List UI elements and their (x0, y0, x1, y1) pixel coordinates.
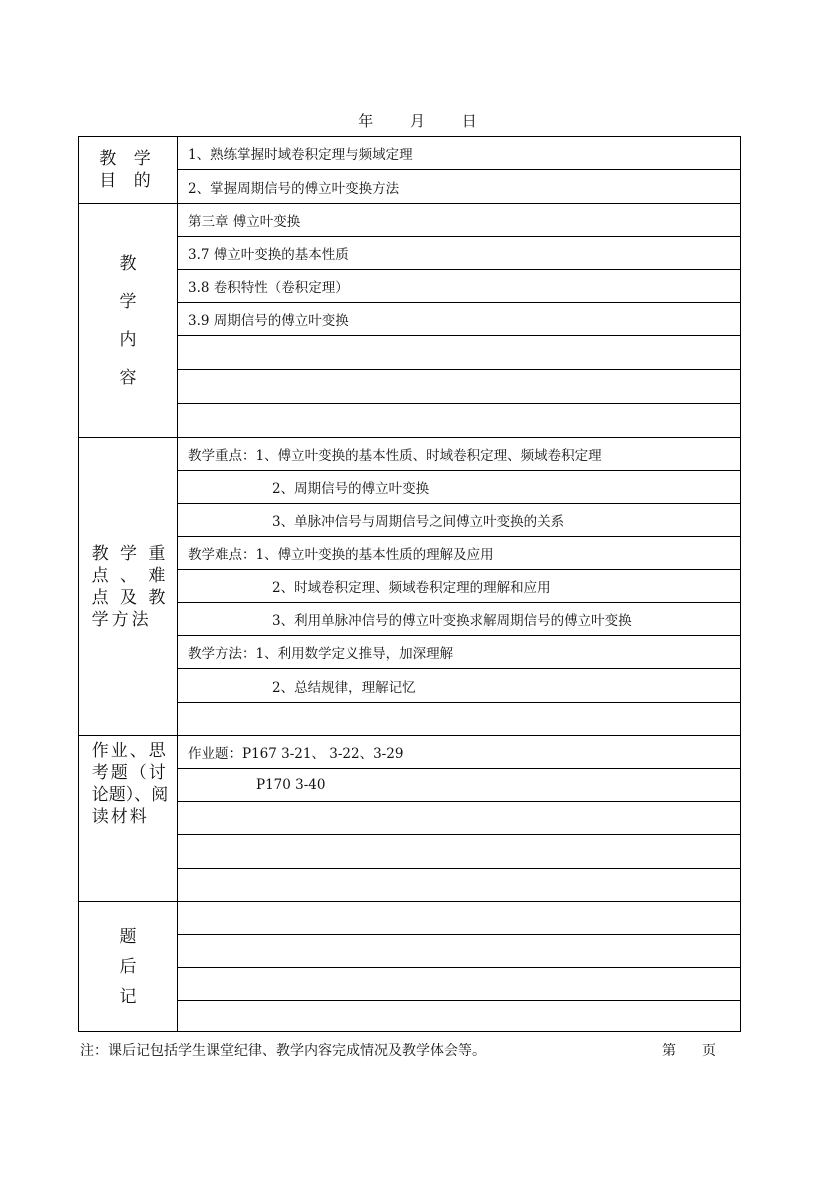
postscript-section (79, 901, 740, 1031)
page-prefix: 第 (662, 1043, 676, 1059)
objectives-section (79, 137, 740, 203)
homework-section (79, 735, 740, 901)
footer-note: 注：课后记包括学生课堂纪律、教学内容完成情况及教学体会等。 (80, 1043, 486, 1059)
homework-label-line: 作业、思 (91, 741, 168, 761)
methods-row: 2、时域卷积定理、频域卷积定理的理解和应用 (178, 570, 740, 603)
methods-label-line: 点 、 难 (91, 565, 169, 586)
methods-label-line: 学方法 (91, 609, 152, 630)
methods-row: 2、周期信号的傅立叶变换 (178, 471, 740, 504)
date-line (0, 110, 835, 131)
content-label-char: 学 (119, 291, 137, 312)
methods-row (178, 703, 740, 736)
postscript-label (79, 902, 178, 1031)
content-row (178, 370, 740, 404)
postscript-row (178, 968, 740, 1001)
methods-row: 3、单脉冲信号与周期信号之间傅立叶变换的关系 (178, 504, 740, 537)
methods-label-line: 点 及 教 (91, 587, 169, 608)
methods-row: 3、利用单脉冲信号的傅立叶变换求解周期信号的傅立叶变换 (178, 603, 740, 636)
content-label-char: 容 (119, 367, 137, 388)
homework-label-line: 读材料 (91, 807, 149, 827)
homework-row: 作业题：P167 3-21、 3-22、3-29 (178, 736, 740, 769)
year-label: 年 (358, 112, 374, 130)
postscript-label-char: 后 (119, 956, 137, 977)
homework-label-line: 论题）、阅 (91, 785, 169, 805)
postscript-row (178, 1001, 740, 1032)
objectives-label-line: 教 学 (99, 149, 157, 169)
methods-label-line: 教 学 重 (91, 543, 169, 564)
content-row: 3.8 卷积特性（卷积定理） (178, 270, 740, 303)
postscript-row (178, 935, 740, 968)
content-row (178, 336, 740, 370)
postscript-row (178, 902, 740, 935)
content-section (79, 203, 740, 437)
content-row: 第三章 傅立叶变换 (178, 204, 740, 237)
methods-row: 教学方法：1、利用数学定义推导，加深理解 (178, 636, 740, 669)
homework-label (79, 736, 178, 901)
homework-row: P170 3-40 (178, 769, 740, 802)
content-label-char: 内 (119, 329, 137, 350)
objectives-row: 2、掌握周期信号的傅立叶变换方法 (188, 180, 400, 197)
methods-section (79, 437, 740, 735)
homework-row (178, 835, 740, 869)
content-row (178, 404, 740, 438)
homework-row (178, 802, 740, 835)
objectives-label-line: 目 的 (99, 171, 157, 191)
methods-row: 2、总结规律，理解记忆 (178, 669, 740, 703)
methods-row: 教学难点：1、傅立叶变换的基本性质的理解及应用 (178, 537, 740, 570)
methods-row: 教学重点：1、傅立叶变换的基本性质、时域卷积定理、频域卷积定理 (178, 438, 740, 471)
postscript-label-char: 题 (119, 926, 137, 947)
content-row: 3.7 傅立叶变换的基本性质 (178, 237, 740, 270)
page-suffix: 页 (702, 1043, 716, 1059)
content-row: 3.9 周期信号的傅立叶变换 (178, 303, 740, 336)
month-label: 月 (409, 112, 425, 130)
methods-label (79, 438, 178, 735)
objectives-label (79, 137, 178, 203)
objectives-row: 1、熟练掌握时域卷积定理与频域定理 (178, 137, 740, 170)
postscript-label-char: 记 (119, 986, 137, 1007)
lesson-plan-form (78, 136, 741, 1032)
content-label-char: 教 (119, 253, 137, 274)
homework-row (178, 869, 740, 902)
content-label (79, 204, 178, 437)
page-number (662, 1040, 716, 1060)
day-label: 日 (461, 112, 477, 130)
homework-label-line: 考题（讨 (91, 763, 168, 783)
